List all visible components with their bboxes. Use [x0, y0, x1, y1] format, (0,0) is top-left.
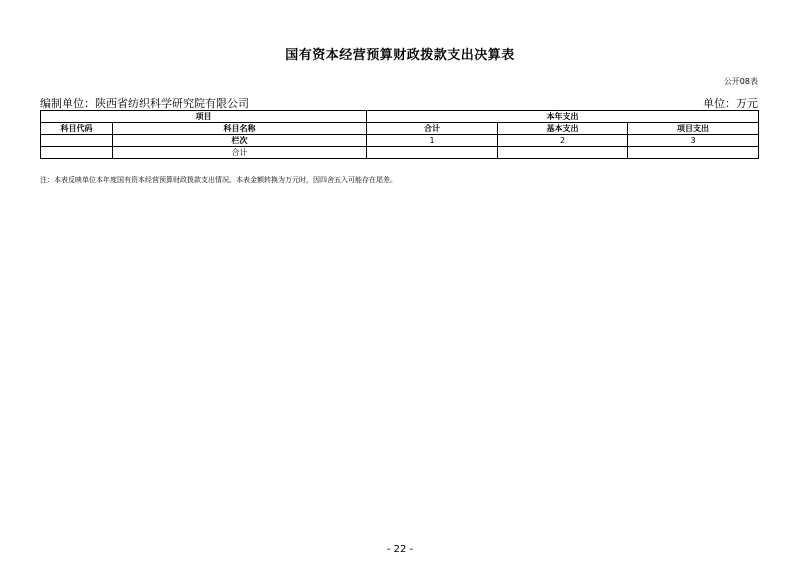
header-group-current-year: 本年支出: [367, 111, 759, 123]
page-number: - 22 -: [386, 544, 414, 555]
form-code: 公开08表: [723, 77, 758, 86]
unit-line: [40, 95, 758, 109]
total-row-total: [367, 147, 498, 159]
index-row-label: 栏次: [113, 135, 367, 147]
total-row-code-cell: [41, 147, 113, 159]
column-header-project: 项目支出: [628, 123, 759, 135]
compiling-unit: 编制单位：陕西省纺织科学研究院有限公司: [40, 97, 249, 110]
expenditure-table: [40, 110, 759, 159]
header-group-project: 项目: [41, 111, 367, 123]
column-header-basic: 基本支出: [498, 123, 628, 135]
currency-unit: 单位：万元: [703, 97, 758, 110]
total-row-label: 合计: [113, 147, 367, 159]
total-row-project: [628, 147, 759, 159]
column-header-name: 科目名称: [113, 123, 367, 135]
index-row-project: 3: [628, 135, 759, 147]
index-row-total: 1: [367, 135, 498, 147]
total-row-basic: [498, 147, 628, 159]
column-header-total: 合计: [367, 123, 498, 135]
index-row-code-cell: [41, 135, 113, 147]
table-column-header-row: [41, 123, 759, 135]
table-row-index: [41, 135, 759, 147]
column-header-code: 科目代码: [41, 123, 113, 135]
table-note: 注：本表反映单位本年度国有资本经营预算财政拨款支出情况。本表金额转换为万元时，因四舍五入可能存在尾差。: [40, 176, 397, 184]
table-row-total: [41, 147, 759, 159]
page-title: 国有资本经营预算财政拨款支出决算表: [285, 48, 515, 63]
table-group-header-row: [41, 111, 759, 123]
index-row-basic: 2: [498, 135, 628, 147]
